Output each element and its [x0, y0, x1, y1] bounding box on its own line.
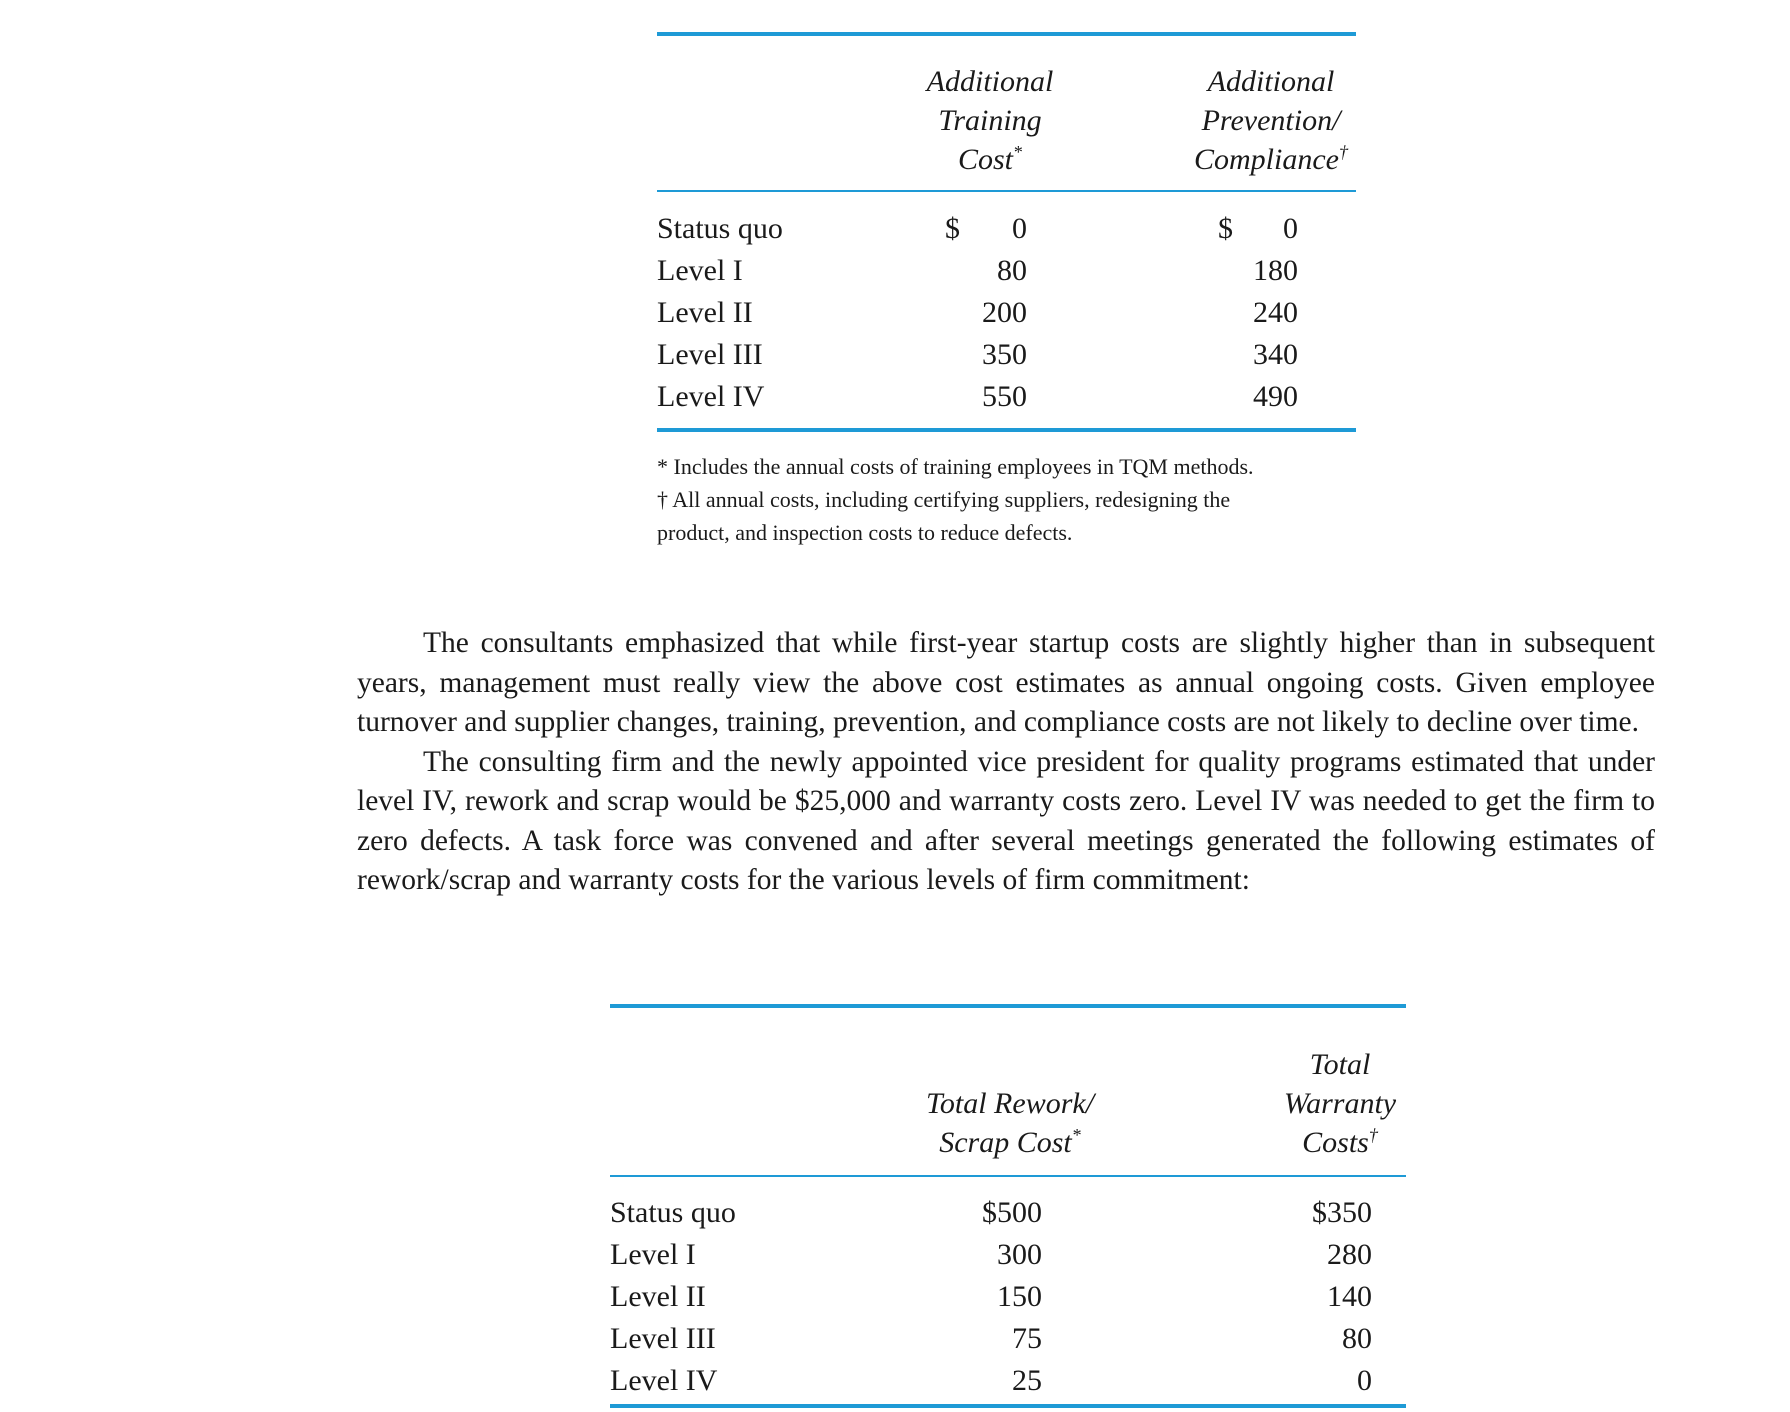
- table2-header-rework: Total Rework/ Scrap Cost*: [925, 1087, 1095, 1159]
- table1-header-prevention: Additional Prevention/ Compliance†: [1194, 65, 1348, 176]
- table2-row-label: Level III: [610, 1322, 716, 1355]
- table2-bottom-rule: [610, 1404, 1406, 1408]
- footnote-training: * Includes the annual costs of training employees in TQM methods.: [657, 454, 1254, 479]
- table2-top-rule: [610, 1004, 1406, 1008]
- paragraph: The consultants emphasized that while first-year startup costs are slightly higher than in subsequent years, management must really view the above cost estimates as annual ongoing costs. Given employee turnover and supplier changes, training, prevention, and compliance costs are not likely to decline over time.: [357, 627, 1655, 738]
- table1-cell-training: 550: [982, 380, 1027, 413]
- table2-row-label: Level I: [610, 1238, 696, 1271]
- body-text: [357, 624, 1655, 901]
- paragraph: The consulting firm and the newly appointed vice president for quality programs estimated that under level IV, rework and scrap would be $25,000 and warranty costs zero. Level IV was needed to get the firm to zero defects. A task force was convened and after several meetings generated the following estimates of rework/scrap and warranty costs for the various levels of firm commitment:: [357, 745, 1655, 896]
- table1-header-rule: [657, 190, 1356, 192]
- table1-cell-training: 80: [997, 254, 1027, 287]
- table1-row-label: Level II: [657, 296, 753, 329]
- table2-row-label: Level II: [610, 1280, 706, 1313]
- table1-top-rule: [657, 32, 1356, 36]
- table2-row-label: Level IV: [610, 1364, 718, 1397]
- table1-cell-training: 200: [982, 296, 1027, 329]
- table1-cell-prevention: 340: [1253, 338, 1298, 371]
- table2-row-label: Status quo: [610, 1196, 736, 1229]
- table1-cell-prevention: 0: [1283, 212, 1298, 245]
- footnote-prevention-cont: product, and inspection costs to reduce defects.: [657, 520, 1073, 545]
- table2-header-warranty: Total Warranty Costs†: [1283, 1048, 1397, 1159]
- table1-cell-prevention: 490: [1253, 380, 1298, 413]
- table1-cell-prevention: 240: [1253, 296, 1298, 329]
- footnote-prevention: † All annual costs, including certifying suppliers, redesigning the: [657, 487, 1231, 512]
- table2-cell-rework: 75: [1012, 1322, 1042, 1355]
- table2-cell-rework: $500: [982, 1196, 1042, 1229]
- table1-cell-training: 0: [1012, 212, 1027, 245]
- table1-row-label: Level I: [657, 254, 743, 287]
- table2-cell-warranty: 0: [1357, 1364, 1372, 1397]
- table1-footnotes: [657, 450, 1377, 549]
- table2-cell-rework: 25: [1012, 1364, 1042, 1397]
- table1-cell-training: 350: [982, 338, 1027, 371]
- table1-row-label: Level III: [657, 338, 763, 371]
- table1-row-label: Status quo: [657, 212, 783, 245]
- table1-row-label: Level IV: [657, 380, 765, 413]
- table2-cell-rework: 150: [997, 1280, 1042, 1313]
- table2-cell-warranty: $350: [1312, 1196, 1372, 1229]
- table1-dollar-sign: $: [1218, 212, 1233, 245]
- table2-cell-warranty: 140: [1327, 1280, 1372, 1313]
- table2-cell-rework: 300: [997, 1238, 1042, 1271]
- table2-header-rule: [610, 1175, 1406, 1177]
- table1-header-training: Additional Training Cost*: [926, 65, 1054, 176]
- table1-bottom-rule: [657, 428, 1356, 432]
- table2-cell-warranty: 80: [1342, 1322, 1372, 1355]
- table1-dollar-sign: $: [945, 212, 960, 245]
- table1-cell-prevention: 180: [1253, 254, 1298, 287]
- table2-cell-warranty: 280: [1327, 1238, 1372, 1271]
